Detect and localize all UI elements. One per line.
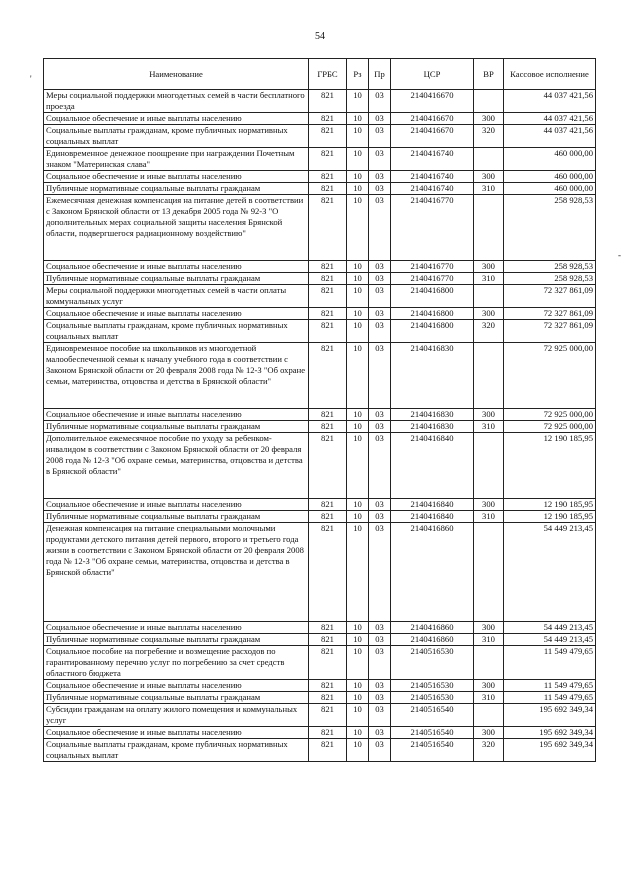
- cell-pr: 03: [369, 343, 391, 409]
- cell-grbs: 821: [309, 343, 347, 409]
- cell-amount: 195 692 349,34: [504, 727, 596, 739]
- cell-pr: 03: [369, 195, 391, 261]
- cell-name: Публичные нормативные социальные выплаты гражданам: [44, 183, 309, 195]
- cell-rz: 10: [347, 680, 369, 692]
- table-row: [44, 727, 596, 739]
- cell-rz: 10: [347, 523, 369, 622]
- table-row: [44, 622, 596, 634]
- cell-rz: 10: [347, 499, 369, 511]
- table-row: [44, 320, 596, 343]
- cell-rz: 10: [347, 409, 369, 421]
- cell-pr: 03: [369, 273, 391, 285]
- cell-rz: 10: [347, 511, 369, 523]
- cell-grbs: 821: [309, 739, 347, 762]
- cell-csr: 2140416740: [391, 148, 474, 171]
- cell-csr: 2140416830: [391, 421, 474, 433]
- header-name: Наименование: [44, 59, 309, 90]
- page-number: 54: [315, 31, 325, 42]
- cell-grbs: 821: [309, 171, 347, 183]
- cell-pr: 03: [369, 433, 391, 499]
- cell-amount: 72 925 000,00: [504, 409, 596, 421]
- cell-vr: 300: [474, 409, 504, 421]
- cell-amount: 195 692 349,34: [504, 704, 596, 727]
- cell-amount: 72 925 000,00: [504, 421, 596, 433]
- cell-vr: [474, 148, 504, 171]
- cell-pr: 03: [369, 148, 391, 171]
- cell-grbs: 821: [309, 261, 347, 273]
- cell-rz: 10: [347, 308, 369, 320]
- cell-vr: 300: [474, 113, 504, 125]
- cell-csr: 2140416840: [391, 511, 474, 523]
- cell-csr: 2140416670: [391, 125, 474, 148]
- cell-rz: 10: [347, 433, 369, 499]
- cell-name: Публичные нормативные социальные выплаты гражданам: [44, 421, 309, 433]
- cell-rz: 10: [347, 692, 369, 704]
- table-row: [44, 739, 596, 762]
- cell-name: Социальные выплаты гражданам, кроме публичных нормативных социальных выплат: [44, 320, 309, 343]
- cell-vr: 310: [474, 511, 504, 523]
- table-row: [44, 692, 596, 704]
- header-rz: Рз: [347, 59, 369, 90]
- cell-rz: 10: [347, 125, 369, 148]
- cell-rz: 10: [347, 646, 369, 680]
- cell-grbs: 821: [309, 433, 347, 499]
- cell-name: Денежная компенсация на питание специальными молочными продуктами детского питания детей первого, второго и третьего года жизни в соответствии с Законом Брянской области от 20 февраля 2008 года № 12-З "Об охране семьи, материнства, отцовства и детства в Брянской области": [44, 523, 309, 622]
- cell-amount: 12 190 185,95: [504, 511, 596, 523]
- table-row: [44, 285, 596, 308]
- cell-pr: 03: [369, 308, 391, 320]
- cell-csr: 2140416830: [391, 409, 474, 421]
- header-grbs: ГРБС: [309, 59, 347, 90]
- cell-csr: 2140416800: [391, 308, 474, 320]
- cell-rz: 10: [347, 343, 369, 409]
- table-row: [44, 308, 596, 320]
- cell-vr: 300: [474, 499, 504, 511]
- cell-rz: 10: [347, 195, 369, 261]
- table-row: [44, 113, 596, 125]
- header-amount: Кассовое исполнение: [504, 59, 596, 90]
- table-row: [44, 499, 596, 511]
- cell-csr: 2140516530: [391, 692, 474, 704]
- cell-grbs: 821: [309, 125, 347, 148]
- cell-grbs: 821: [309, 195, 347, 261]
- cell-pr: 03: [369, 320, 391, 343]
- cell-grbs: 821: [309, 183, 347, 195]
- table-row: [44, 421, 596, 433]
- cell-rz: 10: [347, 727, 369, 739]
- cell-name: Социальные выплаты гражданам, кроме публичных нормативных социальных выплат: [44, 739, 309, 762]
- cell-vr: [474, 195, 504, 261]
- cell-rz: 10: [347, 622, 369, 634]
- table-row: [44, 523, 596, 622]
- cell-amount: 72 925 000,00: [504, 343, 596, 409]
- cell-vr: 300: [474, 308, 504, 320]
- cell-vr: 320: [474, 125, 504, 148]
- margin-mark: -: [618, 250, 621, 260]
- cell-pr: 03: [369, 113, 391, 125]
- cell-rz: 10: [347, 739, 369, 762]
- cell-grbs: 821: [309, 320, 347, 343]
- cell-csr: 2140416860: [391, 523, 474, 622]
- cell-name: Социальное обеспечение и иные выплаты населению: [44, 727, 309, 739]
- cell-pr: 03: [369, 704, 391, 727]
- cell-csr: 2140516540: [391, 727, 474, 739]
- cell-amount: 195 692 349,34: [504, 739, 596, 762]
- cell-rz: 10: [347, 285, 369, 308]
- cell-vr: 320: [474, 739, 504, 762]
- cell-vr: [474, 343, 504, 409]
- table-row: [44, 704, 596, 727]
- cell-name: Социальное обеспечение и иные выплаты населению: [44, 308, 309, 320]
- table-row: [44, 90, 596, 113]
- cell-name: Социальное обеспечение и иные выплаты населению: [44, 113, 309, 125]
- cell-rz: 10: [347, 421, 369, 433]
- cell-vr: 300: [474, 171, 504, 183]
- cell-vr: 300: [474, 261, 504, 273]
- header-vr: ВР: [474, 59, 504, 90]
- cell-name: Социальное пособие на погребение и возмещение расходов по гарантированному перечню услуг по погребению за счет средств областного бюджета: [44, 646, 309, 680]
- cell-grbs: 821: [309, 113, 347, 125]
- cell-amount: 72 327 861,09: [504, 320, 596, 343]
- cell-grbs: 821: [309, 634, 347, 646]
- cell-pr: 03: [369, 727, 391, 739]
- cell-grbs: 821: [309, 680, 347, 692]
- cell-vr: 300: [474, 680, 504, 692]
- cell-grbs: 821: [309, 499, 347, 511]
- cell-name: Единовременное пособие на школьников из многодетной малообеспеченной семьи к началу учебного года в соответствии с Законом Брянской области от 20 февраля 2008 года № 12-З "Об охране семьи, материнства, отцовства и детства в Брянской области": [44, 343, 309, 409]
- cell-pr: 03: [369, 183, 391, 195]
- cell-pr: 03: [369, 409, 391, 421]
- cell-amount: 460 000,00: [504, 183, 596, 195]
- table-row: [44, 511, 596, 523]
- cell-csr: 2140416840: [391, 433, 474, 499]
- table-header-row: [44, 59, 596, 90]
- cell-amount: 54 449 213,45: [504, 622, 596, 634]
- cell-name: Публичные нормативные социальные выплаты гражданам: [44, 273, 309, 285]
- cell-pr: 03: [369, 692, 391, 704]
- cell-name: Публичные нормативные социальные выплаты гражданам: [44, 634, 309, 646]
- cell-pr: 03: [369, 523, 391, 622]
- cell-pr: 03: [369, 171, 391, 183]
- cell-csr: 2140516530: [391, 646, 474, 680]
- cell-vr: [474, 433, 504, 499]
- cell-amount: 44 037 421,56: [504, 125, 596, 148]
- cell-csr: 2140516540: [391, 704, 474, 727]
- cell-name: Единовременное денежное поощрение при награждении Почетным знаком "Материнская слава": [44, 148, 309, 171]
- cell-csr: 2140416770: [391, 261, 474, 273]
- margin-mark: ': [30, 74, 32, 84]
- budget-table: [43, 58, 596, 762]
- cell-grbs: 821: [309, 692, 347, 704]
- cell-vr: [474, 523, 504, 622]
- cell-rz: 10: [347, 261, 369, 273]
- cell-grbs: 821: [309, 622, 347, 634]
- cell-pr: 03: [369, 499, 391, 511]
- header-pr: Пр: [369, 59, 391, 90]
- cell-name: Социальное обеспечение и иные выплаты населению: [44, 680, 309, 692]
- cell-amount: 12 190 185,95: [504, 433, 596, 499]
- cell-name: Меры социальной поддержки многодетных семей в части оплаты коммунальных услуг: [44, 285, 309, 308]
- cell-csr: 2140416770: [391, 195, 474, 261]
- cell-pr: 03: [369, 285, 391, 308]
- table-row: [44, 148, 596, 171]
- cell-grbs: 821: [309, 511, 347, 523]
- cell-vr: 310: [474, 273, 504, 285]
- cell-grbs: 821: [309, 285, 347, 308]
- table-body: [44, 90, 596, 762]
- cell-grbs: 821: [309, 523, 347, 622]
- cell-amount: 72 327 861,09: [504, 285, 596, 308]
- table-row: [44, 171, 596, 183]
- cell-csr: 2140416800: [391, 320, 474, 343]
- cell-vr: 320: [474, 320, 504, 343]
- cell-rz: 10: [347, 320, 369, 343]
- table-row: [44, 646, 596, 680]
- cell-grbs: 821: [309, 308, 347, 320]
- cell-amount: 44 037 421,56: [504, 90, 596, 113]
- cell-name: Меры социальной поддержки многодетных семей в части бесплатного проезда: [44, 90, 309, 113]
- cell-amount: 11 549 479,65: [504, 680, 596, 692]
- cell-vr: 310: [474, 183, 504, 195]
- cell-vr: 300: [474, 727, 504, 739]
- cell-pr: 03: [369, 622, 391, 634]
- cell-pr: 03: [369, 511, 391, 523]
- cell-amount: 54 449 213,45: [504, 523, 596, 622]
- cell-vr: [474, 704, 504, 727]
- cell-csr: 2140416770: [391, 273, 474, 285]
- cell-csr: 2140416800: [391, 285, 474, 308]
- cell-vr: [474, 285, 504, 308]
- cell-grbs: 821: [309, 727, 347, 739]
- cell-vr: [474, 90, 504, 113]
- cell-amount: 258 928,53: [504, 273, 596, 285]
- table-row: [44, 409, 596, 421]
- cell-csr: 2140416740: [391, 171, 474, 183]
- table-row: [44, 273, 596, 285]
- cell-grbs: 821: [309, 90, 347, 113]
- table-row: [44, 125, 596, 148]
- cell-vr: 300: [474, 622, 504, 634]
- cell-amount: 44 037 421,56: [504, 113, 596, 125]
- cell-csr: 2140516540: [391, 739, 474, 762]
- cell-grbs: 821: [309, 409, 347, 421]
- cell-name: Субсидии гражданам на оплату жилого помещения и коммунальных услуг: [44, 704, 309, 727]
- table-row: [44, 261, 596, 273]
- cell-grbs: 821: [309, 421, 347, 433]
- table-row: [44, 343, 596, 409]
- cell-amount: 258 928,53: [504, 261, 596, 273]
- cell-amount: 11 549 479,65: [504, 646, 596, 680]
- cell-pr: 03: [369, 634, 391, 646]
- cell-pr: 03: [369, 739, 391, 762]
- cell-rz: 10: [347, 634, 369, 646]
- table-row: [44, 195, 596, 261]
- cell-name: Социальное обеспечение и иные выплаты населению: [44, 261, 309, 273]
- cell-csr: 2140416860: [391, 634, 474, 646]
- cell-amount: 12 190 185,95: [504, 499, 596, 511]
- cell-pr: 03: [369, 90, 391, 113]
- cell-csr: 2140416830: [391, 343, 474, 409]
- cell-rz: 10: [347, 171, 369, 183]
- cell-name: Публичные нормативные социальные выплаты гражданам: [44, 511, 309, 523]
- cell-name: Дополнительное ежемесячное пособие по уходу за ребенком-инвалидом в соответствии с Законом Брянской области от 20 февраля 2008 года № 12-З "Об охране семьи, материнства, отцовства и детства в Брянской области": [44, 433, 309, 499]
- cell-amount: 460 000,00: [504, 171, 596, 183]
- cell-name: Социальное обеспечение и иные выплаты населению: [44, 171, 309, 183]
- cell-amount: 72 327 861,09: [504, 308, 596, 320]
- cell-vr: [474, 646, 504, 680]
- cell-name: Социальное обеспечение и иные выплаты населению: [44, 499, 309, 511]
- cell-pr: 03: [369, 680, 391, 692]
- table-row: [44, 183, 596, 195]
- cell-rz: 10: [347, 148, 369, 171]
- cell-rz: 10: [347, 273, 369, 285]
- cell-rz: 10: [347, 704, 369, 727]
- cell-amount: 11 549 479,65: [504, 692, 596, 704]
- cell-grbs: 821: [309, 148, 347, 171]
- cell-csr: 2140416670: [391, 90, 474, 113]
- cell-name: Ежемесячная денежная компенсация на питание детей в соответствии с Законом Брянской области от 13 декабря 2005 года № 92-З "О дополнительных мерах социальной защиты населения Брянской области, подвергшегося радиационному воздействию": [44, 195, 309, 261]
- cell-name: Социальное обеспечение и иные выплаты населению: [44, 622, 309, 634]
- table-row: [44, 634, 596, 646]
- table-row: [44, 680, 596, 692]
- cell-pr: 03: [369, 125, 391, 148]
- cell-pr: 03: [369, 421, 391, 433]
- cell-name: Социальные выплаты гражданам, кроме публичных нормативных социальных выплат: [44, 125, 309, 148]
- cell-csr: 2140416840: [391, 499, 474, 511]
- cell-pr: 03: [369, 646, 391, 680]
- cell-amount: 54 449 213,45: [504, 634, 596, 646]
- cell-csr: 2140416670: [391, 113, 474, 125]
- table-row: [44, 433, 596, 499]
- cell-name: Социальное обеспечение и иные выплаты населению: [44, 409, 309, 421]
- cell-vr: 310: [474, 634, 504, 646]
- cell-csr: 2140516530: [391, 680, 474, 692]
- cell-grbs: 821: [309, 273, 347, 285]
- cell-grbs: 821: [309, 646, 347, 680]
- cell-rz: 10: [347, 113, 369, 125]
- cell-name: Публичные нормативные социальные выплаты гражданам: [44, 692, 309, 704]
- cell-amount: 258 928,53: [504, 195, 596, 261]
- cell-csr: 2140416740: [391, 183, 474, 195]
- cell-rz: 10: [347, 183, 369, 195]
- cell-csr: 2140416860: [391, 622, 474, 634]
- cell-grbs: 821: [309, 704, 347, 727]
- cell-vr: 310: [474, 421, 504, 433]
- cell-vr: 310: [474, 692, 504, 704]
- cell-rz: 10: [347, 90, 369, 113]
- cell-pr: 03: [369, 261, 391, 273]
- cell-amount: 460 000,00: [504, 148, 596, 171]
- header-csr: ЦСР: [391, 59, 474, 90]
